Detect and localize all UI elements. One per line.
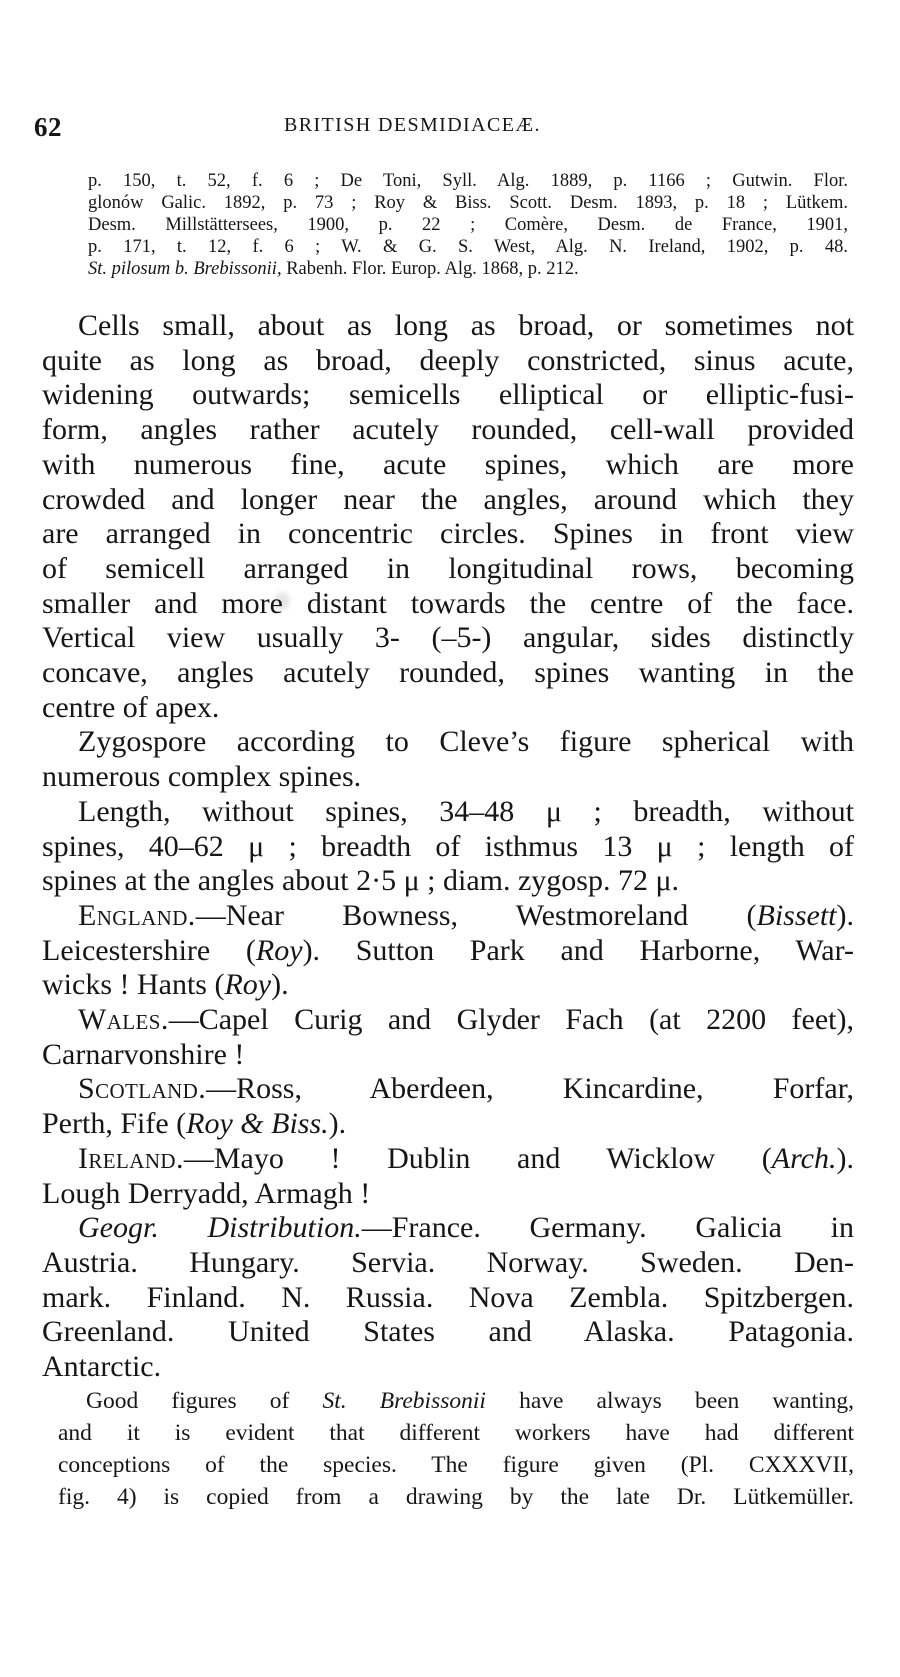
section-label: Geogr. Distribution. <box>78 1211 362 1245</box>
reference-line: glonów Galic. 1892, p. 73 ; Roy & Biss. Scott. Desm. 1893, p. 18 ; Lütkem. <box>88 193 848 213</box>
reference-line: p. 150, t. 52, f. 6 ; De Toni, Syll. Alg. 1889, p. 1166 ; Gutwin. Flor. <box>88 171 848 191</box>
text-line: numerous complex spines. <box>42 760 362 794</box>
text-line: spines at the angles about 2·5 μ ; diam. zygosp. 72 μ. <box>42 864 680 898</box>
note-line: fig. 4) is copied from a drawing by the late Dr. Lütkemüller. <box>58 1484 854 1510</box>
collector-name: Roy <box>255 933 303 967</box>
locality-text: ). Sutton Park and Harborne, War- <box>302 933 854 967</box>
text-line: concave, angles acutely rounded, spines wanting in the <box>42 656 854 690</box>
page-header <box>34 112 854 146</box>
locality-text: wicks ! Hants ( <box>42 968 225 1002</box>
region-name: Wales. <box>78 1003 169 1037</box>
text-line: crowded and longer near the angles, around which they <box>42 482 854 516</box>
text-line: widening outwards; semicells elliptical or elliptic-fusi- <box>42 378 854 412</box>
punctuation: ). <box>836 898 854 932</box>
text-line: Austria. Hungary. Servia. Norway. Sweden. Den- <box>42 1245 854 1279</box>
text-line: Lough Derryadd, Armagh ! <box>42 1176 371 1210</box>
locality-text: —Mayo ! Dublin and Wicklow ( <box>183 1141 772 1175</box>
text-line <box>42 968 854 1003</box>
text-line <box>42 1211 854 1246</box>
text-line: Length, without spines, 34–48 μ ; breadth, without <box>78 794 854 828</box>
collector-name: Roy & Biss. <box>186 1107 329 1141</box>
text-line: Vertical view usually 3- (–5-) angular, sides distinctly <box>42 621 854 655</box>
text-line <box>42 1072 854 1107</box>
text-line: centre of apex. <box>42 690 220 724</box>
reference-line: p. 171, t. 12, f. 6 ; W. & G. S. West, Alg. N. Ireland, 1902, p. 48. <box>88 237 848 257</box>
bibliographic-references <box>88 170 848 280</box>
note-text: have always been wanting, <box>485 1388 855 1414</box>
geographic-distribution <box>42 1211 854 1385</box>
editorial-note <box>58 1385 854 1513</box>
text-line <box>42 1003 854 1038</box>
wales-records <box>42 1003 854 1072</box>
running-title: BRITISH DESMIDIACEÆ. <box>284 114 541 136</box>
note-line: conceptions of the species. The figure given (Pl. CXXXVII, <box>58 1452 854 1478</box>
synonym-name: St. pilosum b. Brebissonii, <box>88 259 282 279</box>
scotland-records <box>42 1072 854 1141</box>
text-line: form, angles rather acutely rounded, cell-wall provided <box>42 413 854 447</box>
england-records <box>42 899 854 1003</box>
text-line: are arranged in concentric circles. Spines in front view <box>42 517 854 551</box>
locality-text: —Ross, Aberdeen, Kincardine, Forfar, <box>206 1072 854 1106</box>
locality-text: Perth, Fife ( <box>42 1107 187 1141</box>
collector-name: Roy <box>224 968 272 1002</box>
note-text: Good figures of <box>86 1388 323 1414</box>
text-line: smaller and more distant towards the centre of the face. <box>42 586 854 620</box>
text-line <box>42 1107 854 1142</box>
region-name: Scotland. <box>78 1072 207 1106</box>
text-line: Zygospore according to Cleve’s figure spherical with <box>78 725 854 759</box>
text-line: quite as long as broad, deeply constricted, sinus acute, <box>42 343 854 377</box>
zygospore-paragraph <box>42 725 854 794</box>
species-text <box>42 309 854 1385</box>
text-line: Antarctic. <box>42 1350 162 1384</box>
region-name: England. <box>78 898 196 932</box>
text-line <box>42 899 854 934</box>
synonym-citation: Rabenh. Flor. Europ. Alg. 1868, p. 212. <box>281 259 579 279</box>
text-line: mark. Finland. N. Russia. Nova Zembla. Spitzbergen. <box>42 1280 854 1314</box>
synonym-line <box>88 258 848 280</box>
locality-text: Leicestershire ( <box>42 933 256 967</box>
note-line <box>58 1385 854 1417</box>
locality-text: —Capel Curig and Glyder Fach (at 2200 feet), <box>168 1003 854 1037</box>
reference-line: Desm. Millstättersees, 1900, p. 22 ; Comère, Desm. de France, 1901, <box>88 215 848 235</box>
region-name: Ireland. <box>78 1141 184 1175</box>
text-line: Cells small, about as long as broad, or sometimes not <box>78 309 854 342</box>
description-paragraph <box>42 309 854 725</box>
locality-text: —Near Bowness, Westmoreland ( <box>195 898 757 932</box>
text-line: Carnarvonshire ! <box>42 1037 245 1071</box>
collector-name: Arch. <box>771 1141 837 1175</box>
text-line: of semicell arranged in longitudinal rows, becoming <box>42 551 854 585</box>
text-line: spines, 40–62 μ ; breadth of isthmus 13 μ ; length of <box>42 829 854 863</box>
page-number: 62 <box>34 112 62 142</box>
locality-text: —France. Germany. Galicia in <box>361 1211 854 1245</box>
note-line: and it is evident that different workers have had different <box>58 1420 854 1446</box>
species-name: St. Brebissonii <box>322 1388 486 1414</box>
text-line: Greenland. United States and Alaska. Patagonia. <box>42 1315 854 1349</box>
collector-name: Bissett <box>756 898 837 932</box>
text-line <box>42 934 854 969</box>
punctuation: ). <box>328 1107 347 1141</box>
dimensions-paragraph <box>42 795 854 899</box>
punctuation: ). <box>836 1141 854 1175</box>
punctuation: ). <box>271 968 289 1002</box>
text-line: with numerous fine, acute spines, which are more <box>42 447 854 481</box>
text-line <box>42 1142 854 1177</box>
ireland-records <box>42 1142 854 1211</box>
